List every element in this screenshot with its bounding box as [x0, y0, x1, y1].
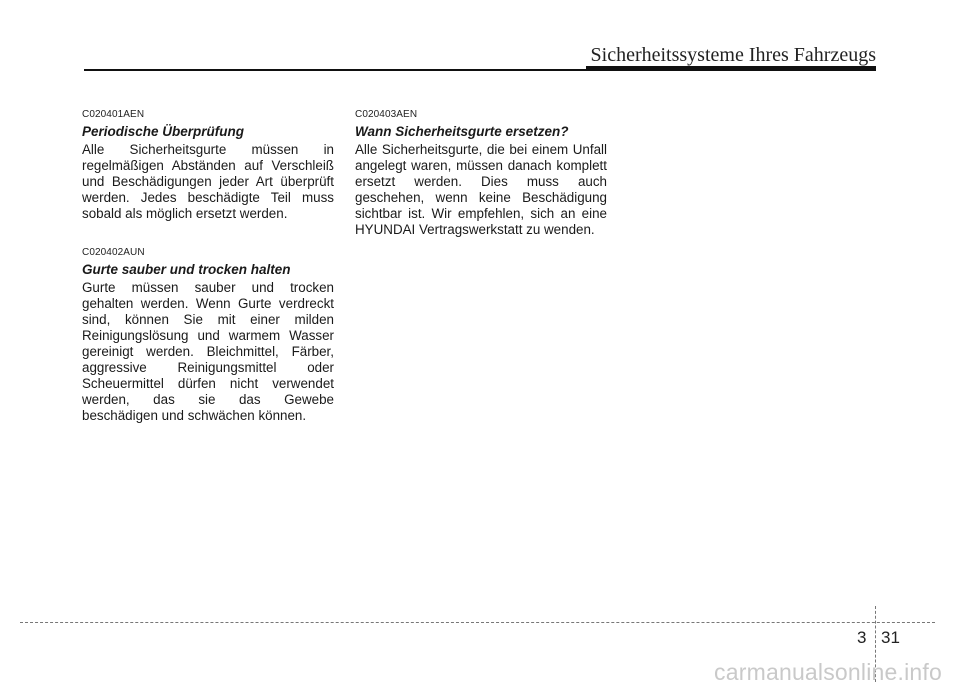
section-keep-belts-clean — [82, 247, 334, 424]
left-column — [82, 109, 334, 449]
section-periodic-check — [82, 109, 334, 222]
section-body: Alle Sicherheitsgurte, die bei einem Unfall angelegt waren, müssen danach komplett ersetzt werden. Dies muss auch geschehen, wenn keine Beschädigung sichtbar ist. Wir empfehlen, sich an eine HYUNDAI Vertragswerkstatt zu wenden. — [355, 142, 607, 237]
right-column — [355, 109, 607, 263]
section-replace-belts — [355, 109, 607, 238]
header-rule-accent — [586, 66, 876, 71]
footer-rule — [20, 622, 935, 623]
chapter-number: 3 — [857, 628, 867, 647]
section-heading: Wann Sicherheitsgurte ersetzen? — [355, 124, 569, 139]
section-code: C020403AEN — [355, 109, 418, 120]
section-code: C020402AUN — [82, 247, 145, 258]
section-body: Alle Sicherheitsgurte müssen in regelmäßigen Abständen auf Verschleiß und Beschädigungen jeder Art überprüft werden. Jedes beschädigte Teil muss sobald als möglich ersetzt werden. — [82, 142, 334, 221]
section-heading: Gurte sauber und trocken halten — [82, 262, 291, 277]
section-code: C020401AEN — [82, 109, 145, 120]
section-body: Gurte müssen sauber und trocken gehalten werden. Wenn Gurte verdreckt sind, können Sie mit einer milden Reinigungslösung und warmem Wasser gereinigt werden. Bleichmittel, Färber, aggressive Reinigungsmittel oder Scheuermittel dürfen nicht verwendet werden, das sie das Gewebe beschädigen und schwächen können. — [82, 280, 334, 423]
watermark: carmanualsonline.info — [714, 659, 942, 685]
page-number: 31 — [881, 628, 900, 647]
section-heading: Periodische Überprüfung — [82, 124, 245, 139]
chapter-title: Sicherheitssysteme Ihres Fahrzeugs — [590, 44, 876, 66]
